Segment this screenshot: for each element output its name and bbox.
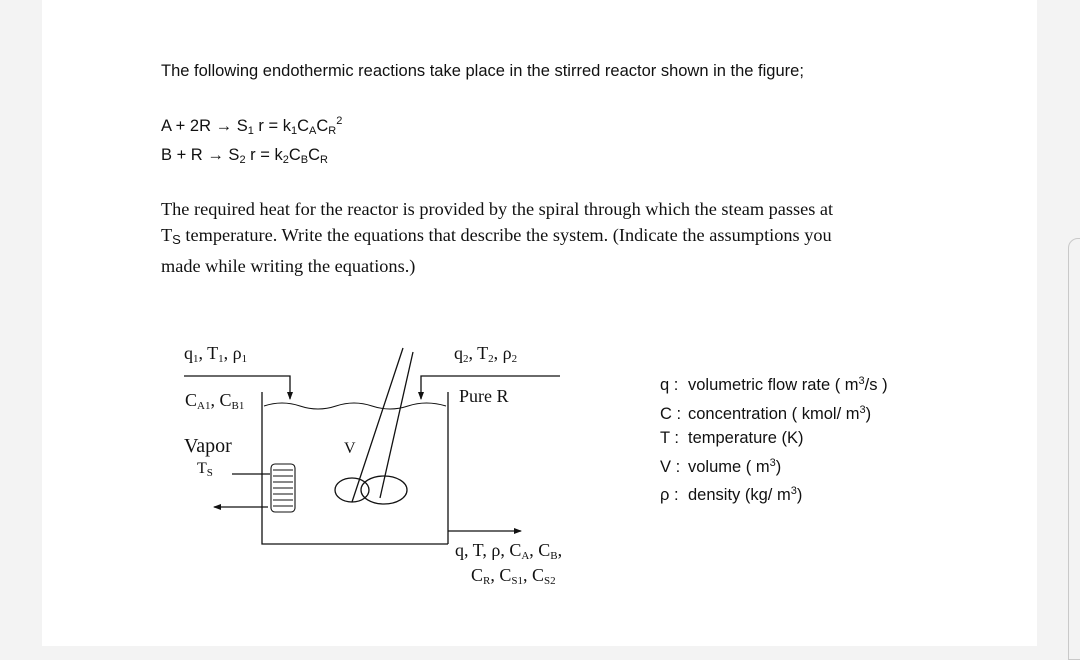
reaction-1: $A + 2R \to S_1$ $r = k_1C_AC_R^2$ [161, 115, 343, 137]
outlet-label-line-1: q, T, ρ, $C_A$, $C_B$, [455, 540, 563, 562]
legend-item-v: V : volume ( $m^3$) [660, 456, 782, 476]
tank-wall [262, 392, 448, 544]
liquid-surface [264, 403, 446, 409]
inlet-1-concentration-label: $C_{A1}$, $C_{B1}$ [185, 390, 245, 412]
paragraph-line-2: $T_S$ temperature. Write the equations that describe the system. (Indicate the assumptions you [161, 225, 832, 247]
impeller-left [335, 478, 369, 502]
volume-label: V [344, 440, 356, 457]
legend-item-c: C : concentration ( kmol/ $m^3$) [660, 403, 872, 423]
paragraph-line-1: The required heat for the reactor is provided by the spiral through which the steam passes at [161, 199, 834, 219]
legend-item-q: q : volumetric flow rate ( $m^3/s$ ) [660, 375, 888, 394]
reaction-2: $B + R \to S_2$ $r = k_2C_BC_R$ [161, 146, 328, 166]
paragraph-line-3: made while writing the equations.) [161, 256, 416, 276]
outlet-label-line-2: $C_R$, $C_{S1}$, $C_{S2}$ [471, 565, 556, 587]
steam-temperature-label: $T_S$ [197, 460, 213, 479]
symbol-legend [660, 369, 888, 508]
inlet-1-label: $q_1$, $T_1$, $\rho_1$ [184, 343, 248, 365]
inlet-2-label: $q_2$, $T_2$, $\rho_2$ [454, 343, 518, 365]
vapor-label: Vapor [184, 435, 232, 457]
legend-item-t: T : temperature (K) [660, 429, 804, 447]
intro-text: The following endothermic reactions take place in the stirred reactor shown in the figure; [161, 62, 804, 80]
pure-r-label: Pure R [459, 386, 509, 406]
legend-item-rho: ρ : density (kg/ $m^3$) [660, 485, 803, 504]
heating-coil [271, 464, 295, 512]
